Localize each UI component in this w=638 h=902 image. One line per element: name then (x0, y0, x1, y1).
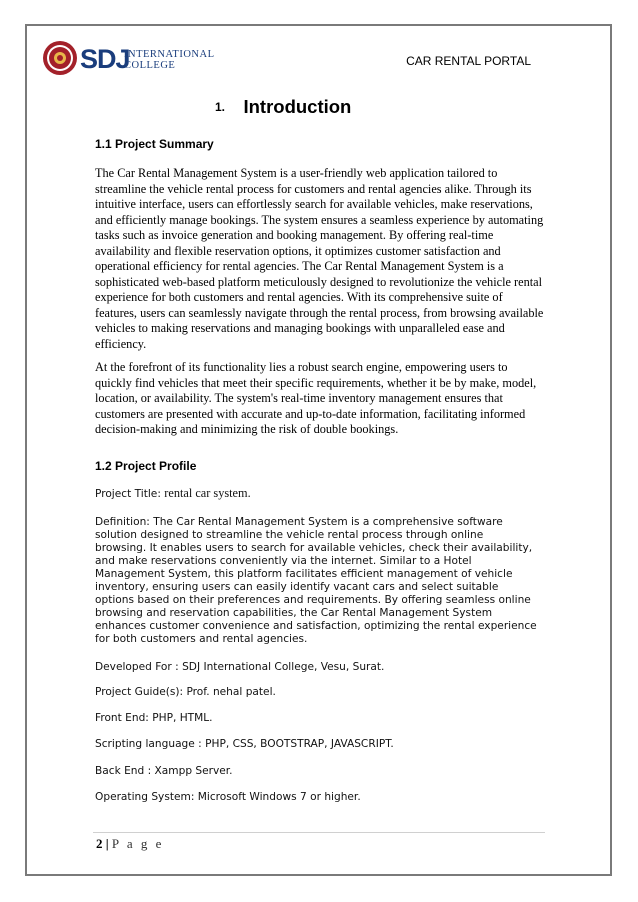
definition-line: solution designed to streamline the vehicle rental process through online (95, 529, 484, 541)
chapter-heading (215, 96, 351, 118)
summary-p1-line: bookings with unparalleled ease and efficiency. (95, 321, 505, 352)
definition-line: and make reservations conveniently via the internet. Similar to a Hotel (95, 555, 472, 567)
summary-paragraph-1 (95, 166, 545, 353)
summary-p1-line: Management System is a sophisticated web-based platform meticulously designed to (95, 259, 504, 289)
summary-p2-line: informed decision-making and minimizing the risk of double bookings. (95, 406, 526, 437)
project-title-line (95, 487, 547, 501)
summary-p1-line: customer satisfaction and operational efficiency for rental agencies. The Car Rental (95, 243, 501, 274)
summary-p2-line: quickly find vehicles that meet their specific requirements, whether it be by make, (95, 375, 500, 390)
section-heading-project-summary: 1.1 Project Summary (95, 137, 214, 151)
summary-p1-line: reservations, and efficiently manage bookings. The system ensures a seamless (95, 197, 533, 227)
operating-system-line: Operating System: Microsoft Windows 7 or higher. (95, 791, 361, 803)
definition-line: options based on their preferences and requirements. By offering seamless online (95, 594, 531, 606)
definition-line: Definition: The Car Rental Management System is a comprehensive software (95, 516, 503, 528)
section-heading-project-profile: 1.2 Project Profile (95, 459, 197, 473)
definition-line: browsing and reservation capabilities, the Car Rental Management System (95, 607, 493, 619)
college-seal-icon (42, 40, 78, 76)
summary-p1-line: The Car Rental Management System is a user-friendly web application tailored to (95, 166, 498, 180)
page-number: 2 (96, 836, 103, 851)
summary-p1-line: streamline the vehicle rental process for customers and rental agencies alike. Through (95, 181, 517, 196)
logo-international-text: INTERNATIONAL (124, 49, 215, 60)
summary-p1-line: rental process, from browsing available vehicles to making reservations and managing (95, 305, 544, 336)
scripting-language-line: Scripting language : PHP, CSS, BOOTSTRAP, JAVASCRIPT. (95, 738, 394, 750)
project-guide-line: Project Guide(s): Prof. nehal patel. (95, 686, 276, 698)
project-title-label: Project Title: (95, 488, 165, 500)
summary-p1-line: With its comprehensive suite of features, users can seamlessly navigate through the (95, 290, 503, 320)
summary-p1-line: By offering real-time availability and flexible reservation options, it optimizes (95, 228, 494, 258)
definition-line: Management System, this platform facilitates efficient management of vehicle (95, 568, 513, 580)
logo-college-text: COLLEGE (124, 60, 176, 71)
chapter-number: 1. (215, 100, 226, 114)
definition-line: enhances customer convenience and satisfaction, optimizing the rental experience (95, 620, 537, 632)
summary-p2-line: that customers are presented with accurate and up-to-date information, facilitating (95, 391, 503, 421)
footer-separator: | (102, 836, 112, 851)
summary-p1-line: its intuitive interface, users can effortlessly search for available vehicles, make (95, 181, 532, 212)
definition-line: inventory, ensuring users can easily identify vacant cars and select suitable (95, 581, 499, 593)
project-title-value: rental car system. (164, 486, 251, 500)
page-label: P a g e (111, 836, 164, 851)
definition-line: for both customers and rental agencies. (95, 633, 308, 645)
front-end-line: Front End: PHP, HTML. (95, 712, 213, 724)
chapter-title: Introduction (243, 96, 352, 117)
page-footer (96, 836, 164, 852)
summary-paragraph-2 (95, 360, 545, 438)
logo-sdj-text: SDJ (80, 44, 130, 74)
portal-title: CAR RENTAL PORTAL (406, 54, 531, 68)
summary-p2-line: At the forefront of its functionality lies a robust search engine, empowering users to (95, 360, 508, 374)
summary-p1-line: experience by automating tasks such as invoice generation and booking management. (95, 212, 544, 243)
summary-p2-line: model, location, or availability. The system's real-time inventory management ensures (95, 375, 537, 406)
summary-p1-line: revolutionize the vehicle rental experience for both customers and rental agencies. (95, 274, 543, 305)
definition-line: browsing. It enables users to search for available vehicles, check their availability, (95, 542, 533, 554)
back-end-line: Back End : Xampp Server. (95, 765, 233, 777)
developed-for-line: Developed For : SDJ International College, Vesu, Surat. (95, 661, 385, 673)
college-logo (42, 40, 215, 76)
footer-divider (93, 832, 545, 833)
